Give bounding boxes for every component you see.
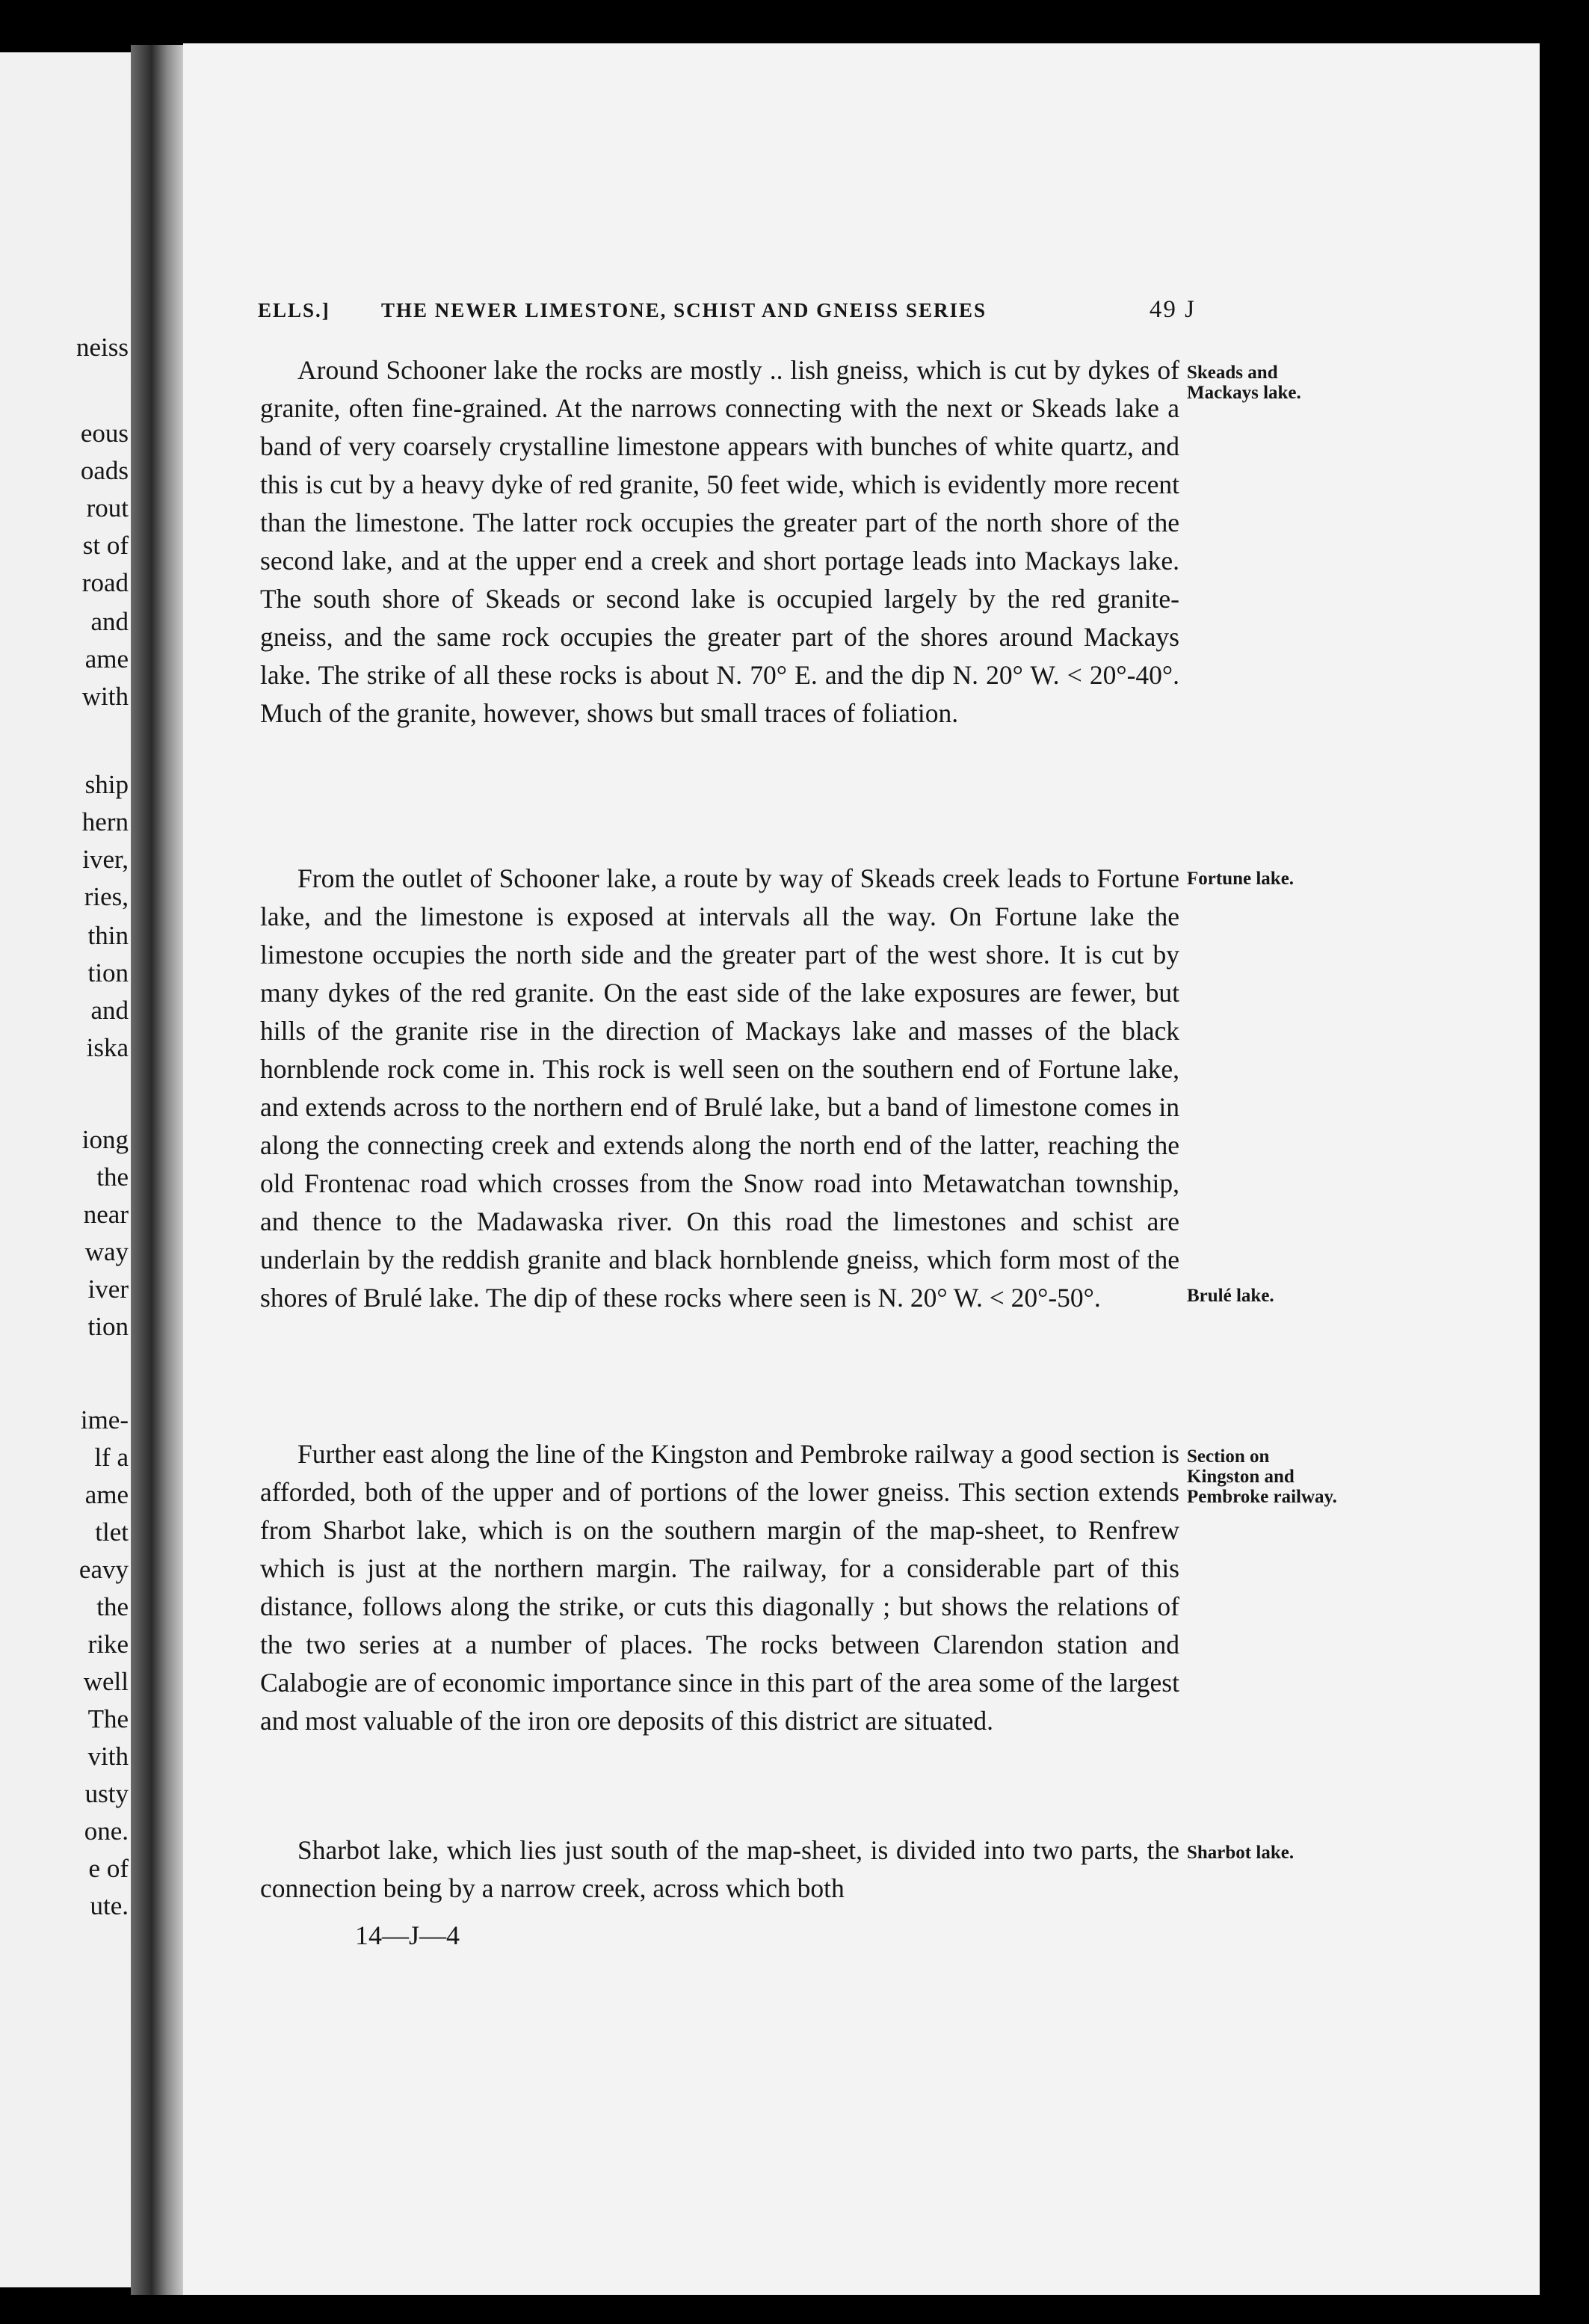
left-margin-fragment: ries,: [84, 882, 129, 911]
left-margin-fragment: iver,: [82, 845, 129, 874]
header-title: THE NEWER LIMESTONE, SCHIST AND GNEISS SERIES: [381, 299, 987, 321]
left-margin-fragment: eavy: [78, 1555, 129, 1584]
left-margin-fragment: ship: [84, 770, 129, 799]
header-left-mark: ELLS.]: [258, 299, 330, 321]
side-note-brule: Brulé lake.: [1187, 1286, 1274, 1306]
left-margin-fragment: and: [90, 996, 129, 1025]
side-note-skeads: Skeads and Mackays lake.: [1187, 363, 1301, 403]
left-margin-fragment: rout: [86, 493, 129, 523]
left-margin-fragment: the: [96, 1162, 129, 1192]
paragraph-fortune-lake: From the outlet of Schooner lake, a route by way of Skeads creek leads to Fortune lake, and the limestone is exposed at intervals all the way. On Fortune lake the limestone occupies the north side and the greater part of the west shore. It is cut by many dykes of the red granite. On the east side of the lake exposures are fewer, but hills of the granite rise in the direction of Mackays lake and masses of the black hornblende rock come in. This rock is well seen on the southern end of Fortune lake, and extends across to the northern end of Brulé lake, but a band of limestone comes in along the connecting creek and extends along the north end of the latter, reaching the old Frontenac road which crosses from the Snow road into Metawatchan township, and thence to the Madawaska river. On this road the limestones and schist are underlain by the reddish granite and black hornblende gneiss, which form most of the shores of Brulé lake. The dip of these rocks where seen is N. 20° W. < 20°-50°.: [260, 863, 1179, 1313]
left-page-edge: [0, 52, 131, 2287]
left-margin-fragment: tion: [87, 958, 129, 987]
left-margin-fragment: st of: [82, 531, 129, 560]
left-margin-fragment: thin: [87, 921, 129, 950]
left-margin-fragment: rike: [87, 1630, 129, 1659]
left-margin-fragment: iong: [81, 1125, 129, 1154]
side-note-fortune: Fortune lake.: [1187, 869, 1295, 889]
side-note-sharbot: Sharbot lake.: [1187, 1843, 1295, 1863]
left-margin-fragment: lf a: [94, 1443, 129, 1472]
left-margin-fragment: with: [81, 682, 129, 711]
left-margin-fragment: ute.: [90, 1891, 129, 1920]
paragraph-kingston-pembroke: Further east along the line of the Kingston and Pembroke railway a good section is afforded, both of the upper and of portions of the lower gneiss. This section extends from Sharbot lake, which is on the southern margin of the map-sheet, to Renfrew which is just at the northern margin. The railway, for a considerable part of this distance, follows along the strike, or cuts this diagonally ; but shows the relations of the two series at a number of places. The rocks between Clarendon station and Calabogie are of economic importance since in this part of the area some of the largest and most valuable of the iron ore deposits of this district are situated.: [260, 1439, 1179, 1736]
paragraph-schooner-lake: Around Schooner lake the rocks are mostly .. lish gneiss, which is cut by dykes of granite, often fine-grained. At the narrows connecting with the next or Skeads lake a band of very coarsely crystalline limestone appears with bunches of white quartz, and this is cut by a heavy dyke of red granite, 50 feet wide, which is evidently more recent than the limestone. The latter rock occupies the greater part of the north shore of the second lake, and at the upper end a creek and short portage leads into Mackays lake. The south shore of Skeads or second lake is occupied largely by the red granite-gneiss, and the same rock occupies the greater part of the shores around Mackays lake. The strike of all these rocks is about N. 70° E. and the dip N. 20° W. < 20°-40°. Much of the granite, however, shows but small traces of foliation.: [260, 355, 1179, 728]
left-margin-fragment: tlet: [95, 1517, 129, 1547]
left-margin-fragment: hern: [81, 807, 129, 836]
left-margin-fragment: ame: [84, 644, 129, 674]
left-margin-fragment: well: [83, 1667, 129, 1696]
left-margin-fragment: the: [96, 1592, 129, 1621]
left-margin-fragment: one.: [84, 1816, 129, 1846]
left-margin-fragment: near: [83, 1200, 129, 1229]
left-margin-fragment: The: [87, 1704, 129, 1733]
left-margin-fragment: road: [81, 568, 129, 597]
left-margin-fragment: vith: [87, 1742, 129, 1771]
left-margin-fragment: neiss: [76, 333, 129, 362]
left-margin-fragment: way: [84, 1237, 129, 1266]
book-spine: [131, 45, 183, 2295]
left-margin-fragment: and: [90, 607, 129, 636]
left-margin-fragment: ime-: [80, 1405, 129, 1434]
left-margin-fragment: usty: [84, 1779, 129, 1808]
signature-mark: 14—J—4: [355, 1920, 460, 1950]
left-margin-fragment: oads: [80, 456, 129, 485]
page-number: 49 J: [1149, 296, 1196, 323]
left-margin-fragment: iska: [86, 1033, 129, 1062]
left-margin-fragment: iver: [87, 1274, 129, 1304]
left-margin-fragment: eous: [80, 419, 129, 448]
left-margin-fragment: ame: [84, 1480, 129, 1509]
paragraph-sharbot-lake: Sharbot lake, which lies just south of the map-sheet, is divided into two parts, the connection being by a narrow creek, across which both: [260, 1835, 1179, 1903]
left-margin-fragment: tion: [87, 1312, 129, 1341]
left-margin-fragment: e of: [88, 1854, 129, 1883]
side-note-kingston: Section on Kingston and Pembroke railway.: [1187, 1446, 1337, 1507]
